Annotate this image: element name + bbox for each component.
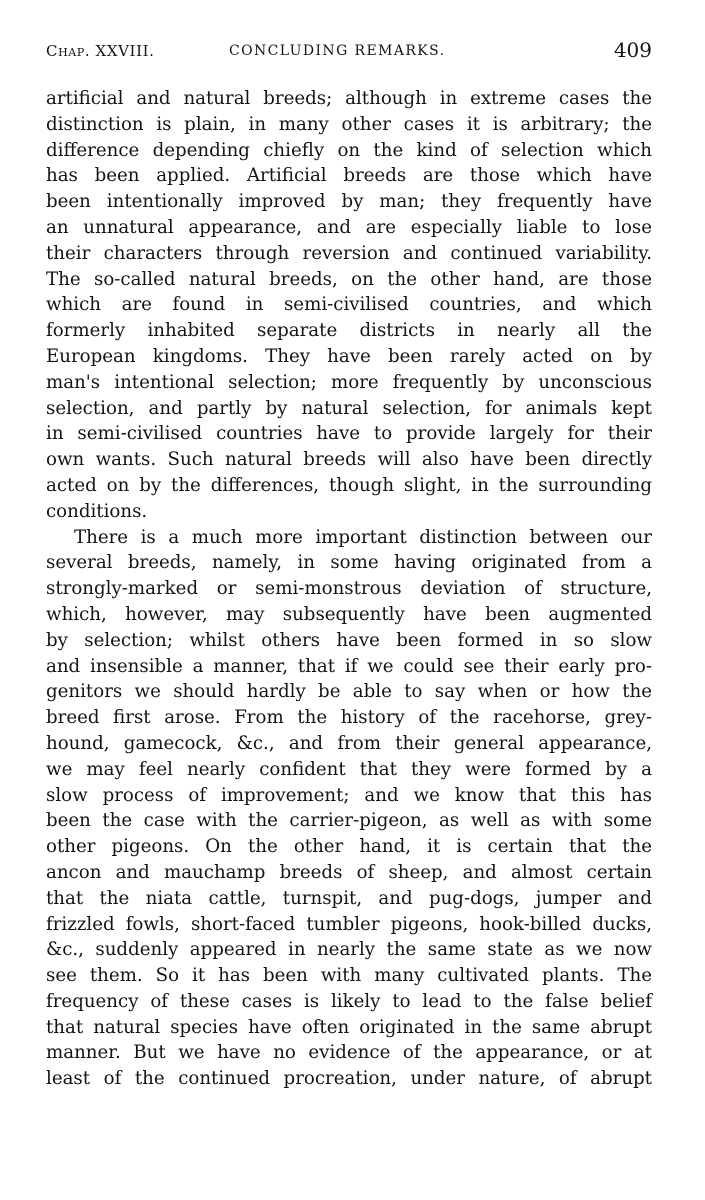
text-line: European kingdoms. They have been rarely acted on by (46, 345, 652, 367)
text-line: genitors we should hardly be able to say when or how the (46, 681, 652, 703)
text-line: own wants. Such natural breeds will also have been directly (46, 449, 652, 471)
text-line: slow process of improvement; and we know that this has (46, 784, 652, 806)
text-line: difference depending chiefly on the kind of selection which (46, 139, 652, 161)
running-header (46, 38, 652, 68)
text-line: formerly inhabited separate districts in nearly all the (46, 320, 652, 342)
text-line: &c., suddenly appeared in nearly the same state as we now (46, 939, 652, 961)
text-line: ancon and mauchamp breeds of sheep, and almost certain (46, 861, 652, 883)
text-line: in semi-civilised countries have to provide largely for their (46, 423, 652, 445)
text-line: several breeds, namely, in some having originated from a (46, 552, 652, 574)
text-line: There is a much more important distinction between our (74, 526, 652, 548)
text-line: other pigeons. On the other hand, it is certain that the (46, 836, 652, 858)
text-line: distinction is plain, in many other cases it is arbitrary; the (46, 113, 652, 135)
text-line: selection, and partly by natural selection, for animals kept (46, 397, 652, 419)
paragraph (46, 525, 652, 1093)
text-line: breed first arose. From the history of the racehorse, grey- (46, 707, 652, 729)
text-line: manner. But we have no evidence of the appearance, or at (46, 1042, 652, 1064)
paragraph (46, 86, 652, 525)
text-line: which, however, may subsequently have been augmented (46, 603, 652, 625)
page-number: 409 (613, 38, 652, 62)
text-line: that the niata cattle, turnspit, and pug-dogs, jumper and (46, 887, 652, 909)
text-line: The so-called natural breeds, on the other hand, are those (46, 268, 652, 290)
running-title: CONCLUDING REMARKS. (229, 43, 446, 59)
text-line: man's intentional selection; more frequently by unconscious (46, 371, 652, 393)
text-line: strongly-marked or semi-monstrous deviation of structure, (46, 578, 652, 600)
text-line: acted on by the differences, though slight, in the surrounding (46, 474, 652, 496)
text-line: by selection; whilst others have been formed in so slow (46, 629, 652, 651)
text-line: we may feel nearly confident that they were formed by a (46, 758, 652, 780)
text-line: an unnatural appearance, and are especially liable to lose (46, 216, 652, 238)
text-line: least of the continued procreation, under nature, of abrupt (46, 1068, 652, 1090)
text-line: frizzled fowls, short-faced tumbler pigeons, hook-billed ducks, (46, 913, 652, 935)
text-line: has been applied. Artificial breeds are those which have (46, 165, 652, 187)
body-text (46, 86, 652, 1092)
text-line: frequency of these cases is likely to lead to the false belief (46, 990, 652, 1012)
text-line: conditions. (46, 500, 148, 522)
text-line: hound, gamecock, &c., and from their general appearance, (46, 732, 652, 754)
text-line: been the case with the carrier-pigeon, as well as with some (46, 810, 652, 832)
text-line: artificial and natural breeds; although in extreme cases the (46, 88, 652, 109)
text-line: that natural species have often originated in the same abrupt (46, 1016, 652, 1038)
text-line: see them. So it has been with many cultivated plants. The (46, 965, 652, 987)
text-line: and insensible a manner, that if we could see their early pro- (46, 655, 652, 677)
chapter-label: Chap. XXVIII. (46, 42, 155, 60)
text-line: their characters through reversion and continued variability. (46, 242, 652, 264)
text-line: been intentionally improved by man; they frequently have (46, 191, 652, 213)
text-line: which are found in semi-civilised countries, and which (46, 294, 652, 316)
